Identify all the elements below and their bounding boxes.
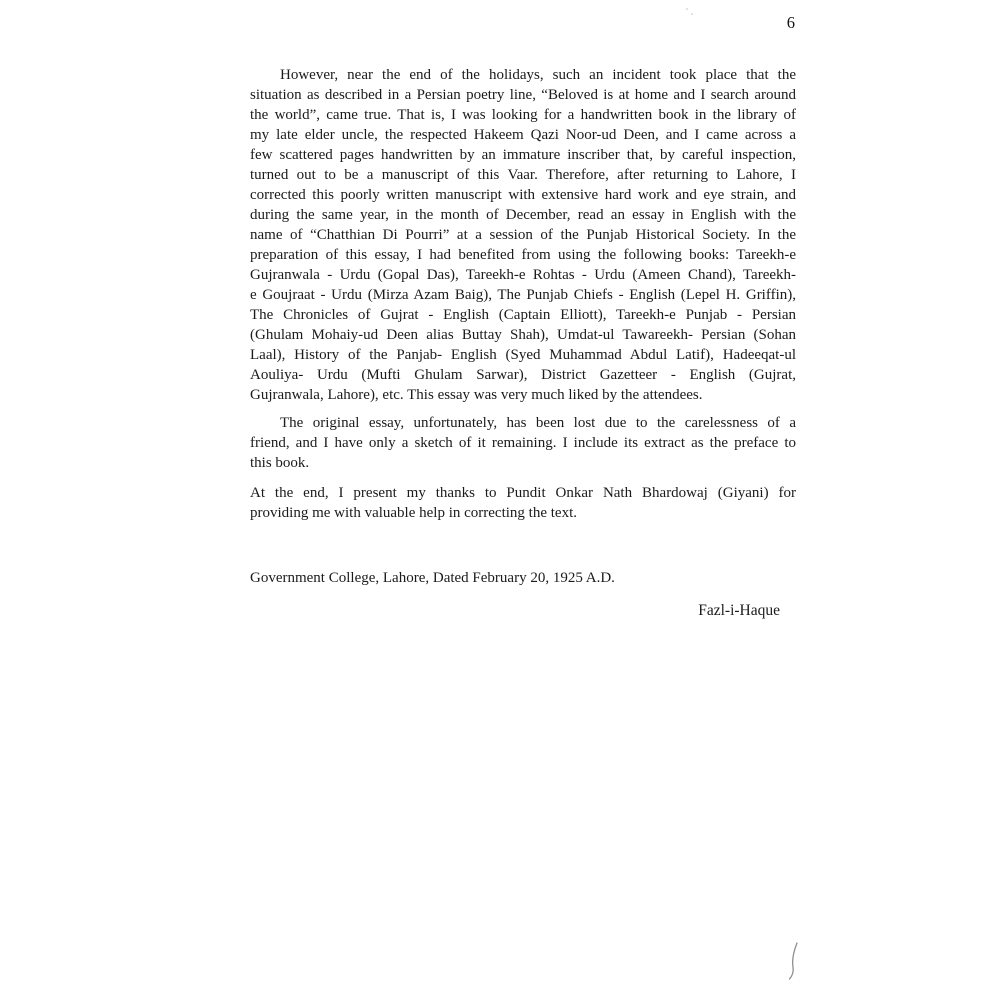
text-line: friend, and I have only a sketch of it remaining. I include its extract as the preface to xyxy=(250,435,796,451)
body-text xyxy=(250,65,796,621)
text-line: corrected this poorly written manuscript with extensive hard work and eye strain, and xyxy=(250,187,796,203)
text-line: during the same year, in the month of December, read an essay in English with the xyxy=(250,207,796,223)
text-line: Gujranwala, Lahore), etc. This essay was very much liked by the attendees. xyxy=(250,387,703,403)
paragraph xyxy=(250,413,796,473)
text-line: providing me with valuable help in correcting the text. xyxy=(250,505,577,521)
author-signature: Fazl-i-Haque xyxy=(698,602,780,619)
text-line: situation as described in a Persian poetry line, “Beloved is at home and I search around xyxy=(250,87,796,103)
text-line: name of “Chatthian Di Pourri” at a session of the Punjab Historical Society. In the xyxy=(250,227,796,243)
text-line: The original essay, unfortunately, has been lost due to the carelessness of a xyxy=(280,415,796,431)
text-line: However, near the end of the holidays, such an incident took place that the xyxy=(280,67,796,83)
text-line: turned out to be a manuscript of this Vaar. Therefore, after returning to Lahore, I xyxy=(250,167,796,183)
stray-ink-curve-mark xyxy=(786,941,802,981)
text-line: The Chronicles of Gujrat - English (Captain Elliott), Tareekh-e Punjab - Persian xyxy=(250,307,796,323)
text-line: few scattered pages handwritten by an immature inscriber that, by careful inspection, xyxy=(250,147,796,163)
text-line: the world”, came true. That is, I was looking for a handwritten book in the library of xyxy=(250,107,796,123)
text-line: my late elder uncle, the respected Hakeem Qazi Noor-ud Deen, and I came across a xyxy=(250,127,796,143)
text-line: preparation of this essay, I had benefited from using the following books: Tareekh-e xyxy=(250,247,796,263)
text-line: this book. xyxy=(250,455,310,471)
text-line: e Goujraat - Urdu (Mirza Azam Baig), The Punjab Chiefs - English (Lepel H. Griffin), xyxy=(250,287,796,303)
text-line: Aouliya- Urdu (Mufti Ghulam Sarwar), District Gazetteer - English (Gujrat, xyxy=(250,367,796,383)
text-line: Laal), History of the Panjab- English (Syed Muhammad Abdul Latif), Hadeeqat-ul xyxy=(250,347,796,363)
dateline: Government College, Lahore, Dated February 20, 1925 A.D. xyxy=(250,570,615,586)
scan-smudge-mark xyxy=(685,8,695,16)
paragraph xyxy=(250,65,796,405)
paragraph xyxy=(250,483,796,523)
text-line: (Ghulam Mohaiy-ud Deen alias Buttay Shah), Umdat-ul Tawareekh- Persian (Sohan xyxy=(250,327,796,343)
text-line: Gujranwala - Urdu (Gopal Das), Tareekh-e Rohtas - Urdu (Ameen Chand), Tareekh- xyxy=(250,267,796,283)
text-line: At the end, I present my thanks to Pundit Onkar Nath Bhardowaj (Giyani) for xyxy=(250,485,796,501)
page-number: 6 xyxy=(786,13,795,32)
